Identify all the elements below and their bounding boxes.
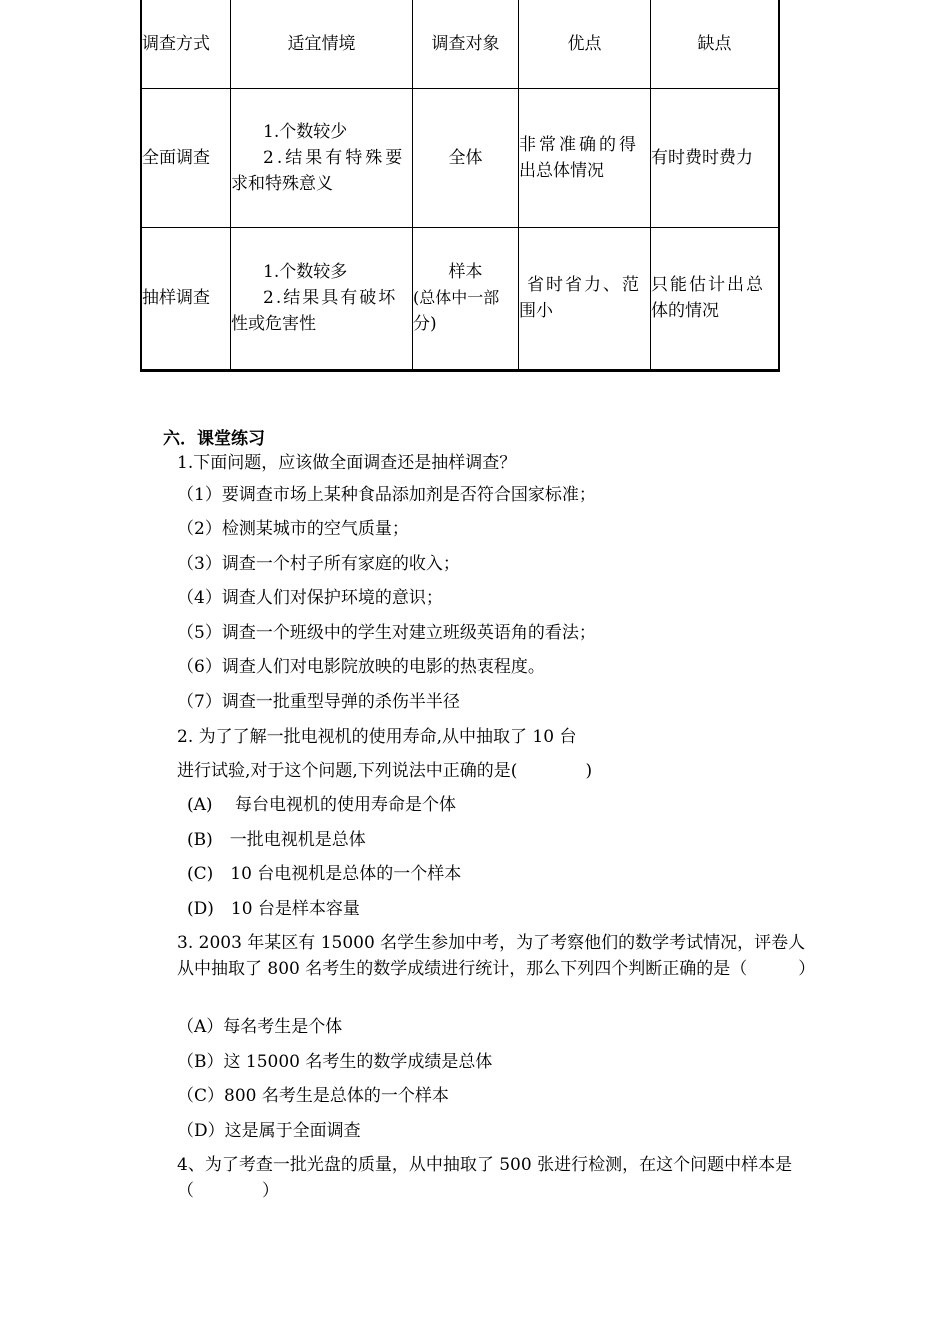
header-text: 优点 (567, 33, 602, 54)
header-text: 调查方式 (142, 33, 210, 54)
q1-stem: 1.下面问题，应该做全面调查还是抽样调查？ (177, 453, 517, 473)
cell-object (413, 227, 519, 370)
header-text: 调查对象 (431, 33, 500, 54)
header-cons (651, 0, 780, 88)
cell-pros (519, 227, 651, 370)
q2-option: (C) 10 台电视机是总体的一个样本 (187, 864, 462, 884)
cell-method (141, 227, 231, 370)
cell-object (413, 88, 519, 227)
q4-stem: 4、为了考查一批光盘的质量，从中抽取了 500 张进行检测，在这个问题中样本是（ ） (177, 1155, 793, 1201)
q2-stem: 2. 为了了解一批电视机的使用寿命,从中抽取了 10 台 (177, 727, 577, 747)
section-title: 六．课堂练习 (163, 429, 265, 449)
cell-situation (231, 88, 413, 227)
q3-option: （B）这 15000 名考生的数学成绩是总体 (177, 1052, 493, 1072)
cell-text: 抽样调查 (142, 288, 210, 308)
table-row (141, 88, 779, 227)
cell-line: 1.个数较多 (263, 262, 348, 282)
q1-item: （6）调查人们对电影院放映的电影的热衷程度。 (177, 657, 545, 677)
cell-line: (总体中一部 (413, 288, 500, 307)
cell-line: 体的情况 (651, 301, 719, 321)
cell-line: 性或危害性 (231, 314, 316, 334)
q1-item: （2）检测某城市的空气质量； (177, 519, 409, 539)
cell-line: 2.结果具有破坏 (263, 288, 398, 308)
cell-line: 只能估计出总 (651, 275, 765, 295)
header-pros (519, 0, 651, 88)
cell-line: 1.个数较少 (263, 121, 348, 142)
cell-line: 求和特殊意义 (231, 173, 333, 194)
q1-item: （7）调查一批重型导弹的杀伤半半径 (177, 692, 460, 712)
cell-situation (231, 227, 413, 370)
cell-line: 非常准确的得 (519, 134, 639, 155)
cell-text: 全体 (448, 147, 483, 168)
q2-option: (B) 一批电视机是总体 (187, 830, 366, 850)
q3-option: （A）每名考生是个体 (177, 1017, 343, 1037)
header-text: 缺点 (697, 33, 732, 54)
cell-line: 出总体情况 (519, 160, 604, 181)
header-object (413, 0, 519, 88)
q1-item: （3）调查一个村子所有家庭的收入； (177, 554, 460, 574)
cell-text: 全面调查 (142, 147, 210, 168)
survey-comparison-table (140, 0, 780, 372)
cell-line: 分) (413, 314, 437, 334)
table-header-row (141, 0, 779, 88)
cell-cons (651, 227, 780, 370)
cell-line: 样本 (448, 262, 483, 282)
cell-line: 省时省力、范 (527, 275, 641, 295)
q3-option: （D）这是属于全面调查 (177, 1121, 361, 1141)
q1-item: （5）调查一个班级中的学生对建立班级英语角的看法； (177, 623, 596, 643)
table-row (141, 227, 779, 370)
cell-cons (651, 88, 780, 227)
cell-text: 有时费时费力 (651, 147, 753, 168)
q3-option: （C）800 名考生是总体的一个样本 (177, 1086, 449, 1106)
q1-item: （1）要调查市场上某种食品添加剂是否符合国家标准； (177, 485, 596, 505)
q2-option: (D) 10 台是样本容量 (187, 899, 360, 919)
header-text: 适宜情境 (287, 33, 356, 54)
header-situation (231, 0, 413, 88)
q2-stem-cont: 进行试验,对于这个问题,下列说法中正确的是( ) (177, 761, 593, 781)
cell-line: 围小 (519, 301, 553, 321)
q1-item: （4）调查人们对保护环境的意识； (177, 588, 443, 608)
header-method (141, 0, 231, 88)
q2-option: (A) 每台电视机的使用寿命是个体 (187, 795, 456, 815)
q3-stem: 3. 2003 年某区有 15000 名学生参加中考，为了考察他们的数学考试情况，评卷人从中抽取了 800 名考生的数学成绩进行统计，那么下列四个判断正确的是（ ） (177, 933, 816, 979)
cell-line: 2.结果有特殊要 (263, 147, 406, 168)
cell-pros (519, 88, 651, 227)
cell-method (141, 88, 231, 227)
